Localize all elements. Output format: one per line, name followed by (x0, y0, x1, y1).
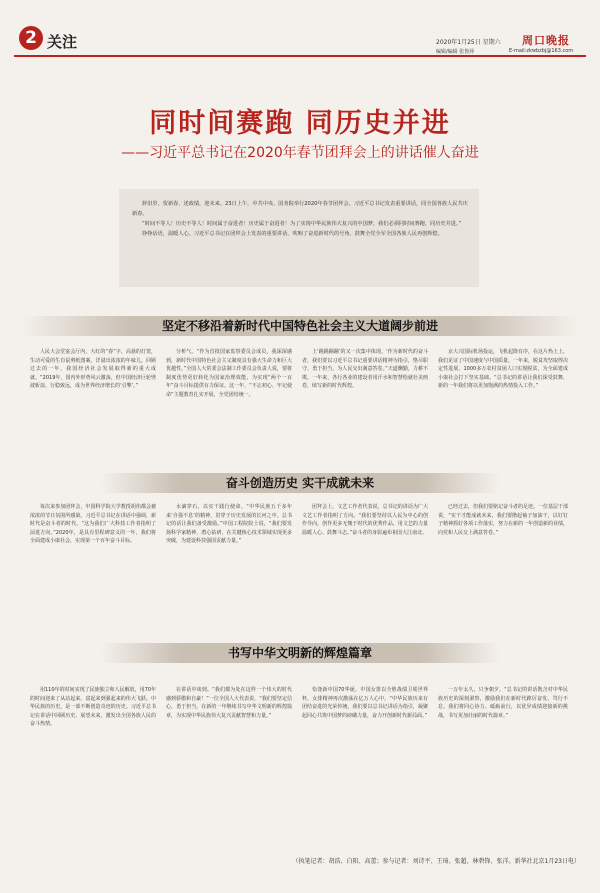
article-column (166, 686, 292, 844)
section-heading-bar (100, 643, 500, 663)
intro-text (132, 199, 470, 239)
paragraph: 在讲话中谈到。“我们都为处在这样一个伟大的时代感到骄傲和自豪！”一位全国人大代表说，“我们要坚定信心，勇于担当，在新的一年继续书写中华文明新的辉煌篇章，为实现中华民族伟大复兴贡献智慧和力量。” (166, 687, 292, 719)
section-heading: 奋斗创造历史 实干成就未来 (225, 476, 375, 490)
section-name: 关注 (47, 33, 78, 51)
paragraph: 团拜会上，文艺工作者代表说，总书记的讲话为广大文艺工作者指明了方向。“我们要坚持以人民为中心的创作导向，创作更多无愧于时代的优秀作品，用文艺的力量温暖人心、鼓舞斗志。”奋斗者的身影遍布祖国大江南北。 (302, 504, 428, 536)
paragraph: 恰逢新中国70华诞，中国女排以全胜战绩卫冕世界杯，女排精神再次激荡在亿万人心中。“中华民族历来有团结奋进的光荣传统，我们要以总书记讲话为指引，凝聚起同心共筑中国梦的磅礴力量，奋力开创新时代新局面。” (302, 687, 428, 719)
article-column (30, 348, 156, 464)
intro-paragraph: 辞旧岁，贺新春，述政绩，迎未来。23日上午，中共中央、国务院举行2020年春节团拜会，习近平总书记发表重要讲话，同全国各族人民共庆新春。 (132, 201, 468, 217)
section-heading-bar (20, 316, 580, 336)
paragraph: 用110年的时间实现了民族独立和人民解放，用70年的时间迎来了从站起来、富起来到强起来的伟大飞跃。中华民族的历史，是一部不断创造奇迹的历史。习近平总书记在讲话中回顾历史、展望未来，激发出全国各族人民的奋斗热情。 (30, 687, 156, 728)
header-divider (14, 55, 586, 57)
paragraph: 京大兴国际机场投运，飞机起降有序，在这片热土上，我们见证了中国速度与中国质量。一年来，脱贫攻坚取得决定性进展，1000多万农村贫困人口实现脱贫，为全面建成小康社会打下坚实基础。“总书记的讲话让我们深受鼓舞，新的一年我们将以更加饱满的热情投入工作。” (438, 349, 568, 390)
main-headline: 同时间赛跑 同历史并进 (149, 108, 451, 139)
sub-headline: ——习近平总书记在2020年春节团拜会上的讲话催人奋进 (121, 145, 479, 161)
article-column (302, 686, 428, 844)
page-number-badge: 2 (19, 26, 43, 50)
article-column (302, 348, 428, 464)
article-column (166, 503, 292, 619)
section-heading: 书写中华文明新的辉煌篇章 (227, 646, 372, 660)
section-heading: 坚定不移沿着新时代中国特色社会主义大道阔步前进 (161, 319, 438, 333)
issue-date: 2020年1月25日 星期六 (436, 39, 501, 46)
paragraph: 一万年太久，只争朝夕。“总书记的讲话饱含对中华民族历史的深刻洞察，激励我们在新时代踔厉奋发、笃行不怠。我们将同心协力、砥砺前行，以优异成绩迎接新的挑战，书写更加壮丽的时代篇章。” (438, 687, 568, 719)
section-heading-bar (100, 473, 500, 493)
article-column (30, 686, 156, 844)
contact-email: E-mail:zkwbzbj@163.com (509, 48, 574, 54)
paragraph: 人民大会堂宴会厅内，大红的“春”字、高悬的灯笼，生动可爱的生肖鼠剪纸图案，洋溢出浓浓的年味儿。回顾过去的一年，我国经济社会发展取得新的重大成就。“2019年，国内外形势风云激荡，但中国经济巨轮劈波斩浪、行稳致远，成为世界经济增长的‘引擎’。” (30, 349, 156, 390)
intro-paragraph: “时间不等人！历史不等人！时间属于奋进者！历史属于奋进者！为了实现中华民族伟大复兴的中国梦，我们必须同时间赛跑、同历史并进。” (142, 221, 462, 227)
paragraph: 已经过去，但我们要铭记奋斗者的足迹。一位基层干部说，“实干才能成就未来，我们要撸起袖子加油干，以钉钉子精神抓好各项工作落实，努力在新的一年创造新的业绩，向党和人民交上满意答卷。” (438, 504, 568, 536)
paragraph: 上‘跳跳蹦蹦’的又一次集中体现。‘作为新时代的奋斗者，我们要以习近平总书记重要讲话精神为指引，恪尽职守、勇于担当，为人民交出满意答卷。”天道酬勤，力耕不欺。一年来，各行各业的建设者用汗水和智慧绘就壮美画卷，续写新的时代辉煌。 (302, 349, 428, 390)
paragraph: 水滴穿石，以实干践行使命。“中华民族五千多年来‘自强不息’的精神，贯穿于历史发展的长河之中。总书记的话让我们备受激励。”中国工程院院士说，“我们要发扬科学家精神，潜心钻研，在关键核心技术领域实现更多突破，为建设科技强国贡献力量。” (166, 504, 292, 545)
byline-credit: （执笔记者：胡浩、白阳、高蕾；参与记者：刘诗平、王琦、张超、林碧锋、张洋。新华社北京1月23日电） (292, 858, 580, 865)
article-column (30, 503, 156, 619)
newspaper-brand: 周口晚报 (522, 34, 570, 47)
article-column (302, 503, 428, 619)
paragraph: 每次来参加团拜会，中国科学院大学教授胡伟都会被浓浓的节日氛围所感染。习近平总书记在讲话中强调，新时代是奋斗者的时代，“这为我们广大科技工作者指明了前进方向。”2020年，是具有里程碑意义的一年，我们将全面建成小康社会，实现第一个百年奋斗目标。 (30, 504, 156, 545)
article-column (438, 686, 568, 844)
article-column (438, 348, 568, 464)
article-column (166, 348, 292, 464)
intro-paragraph: 铮铮话语，温暖人心。习近平总书记在团拜会上发表的重要讲话，吹响了奋进新时代的号角，鼓舞全党全军全国各族人民再创辉煌。 (142, 231, 443, 237)
editor-credit: 编辑/编辑 张鲁萍 (436, 49, 475, 55)
article-column (438, 503, 568, 619)
paragraph: 分析气。“作为首批国家监察委员会成员，我深深感到，新时代中国特色社会主义制度具有强大生命力和巨大优越性。”全国人大常委会法制工作委员会负责人说，要将制度优势更好转化为国家治理效能，为实现“两个一百年”奋斗目标提供有力保证。这一年，“不忘初心、牢记使命”主题教育扎实开展，全党团结统一。 (166, 349, 292, 398)
